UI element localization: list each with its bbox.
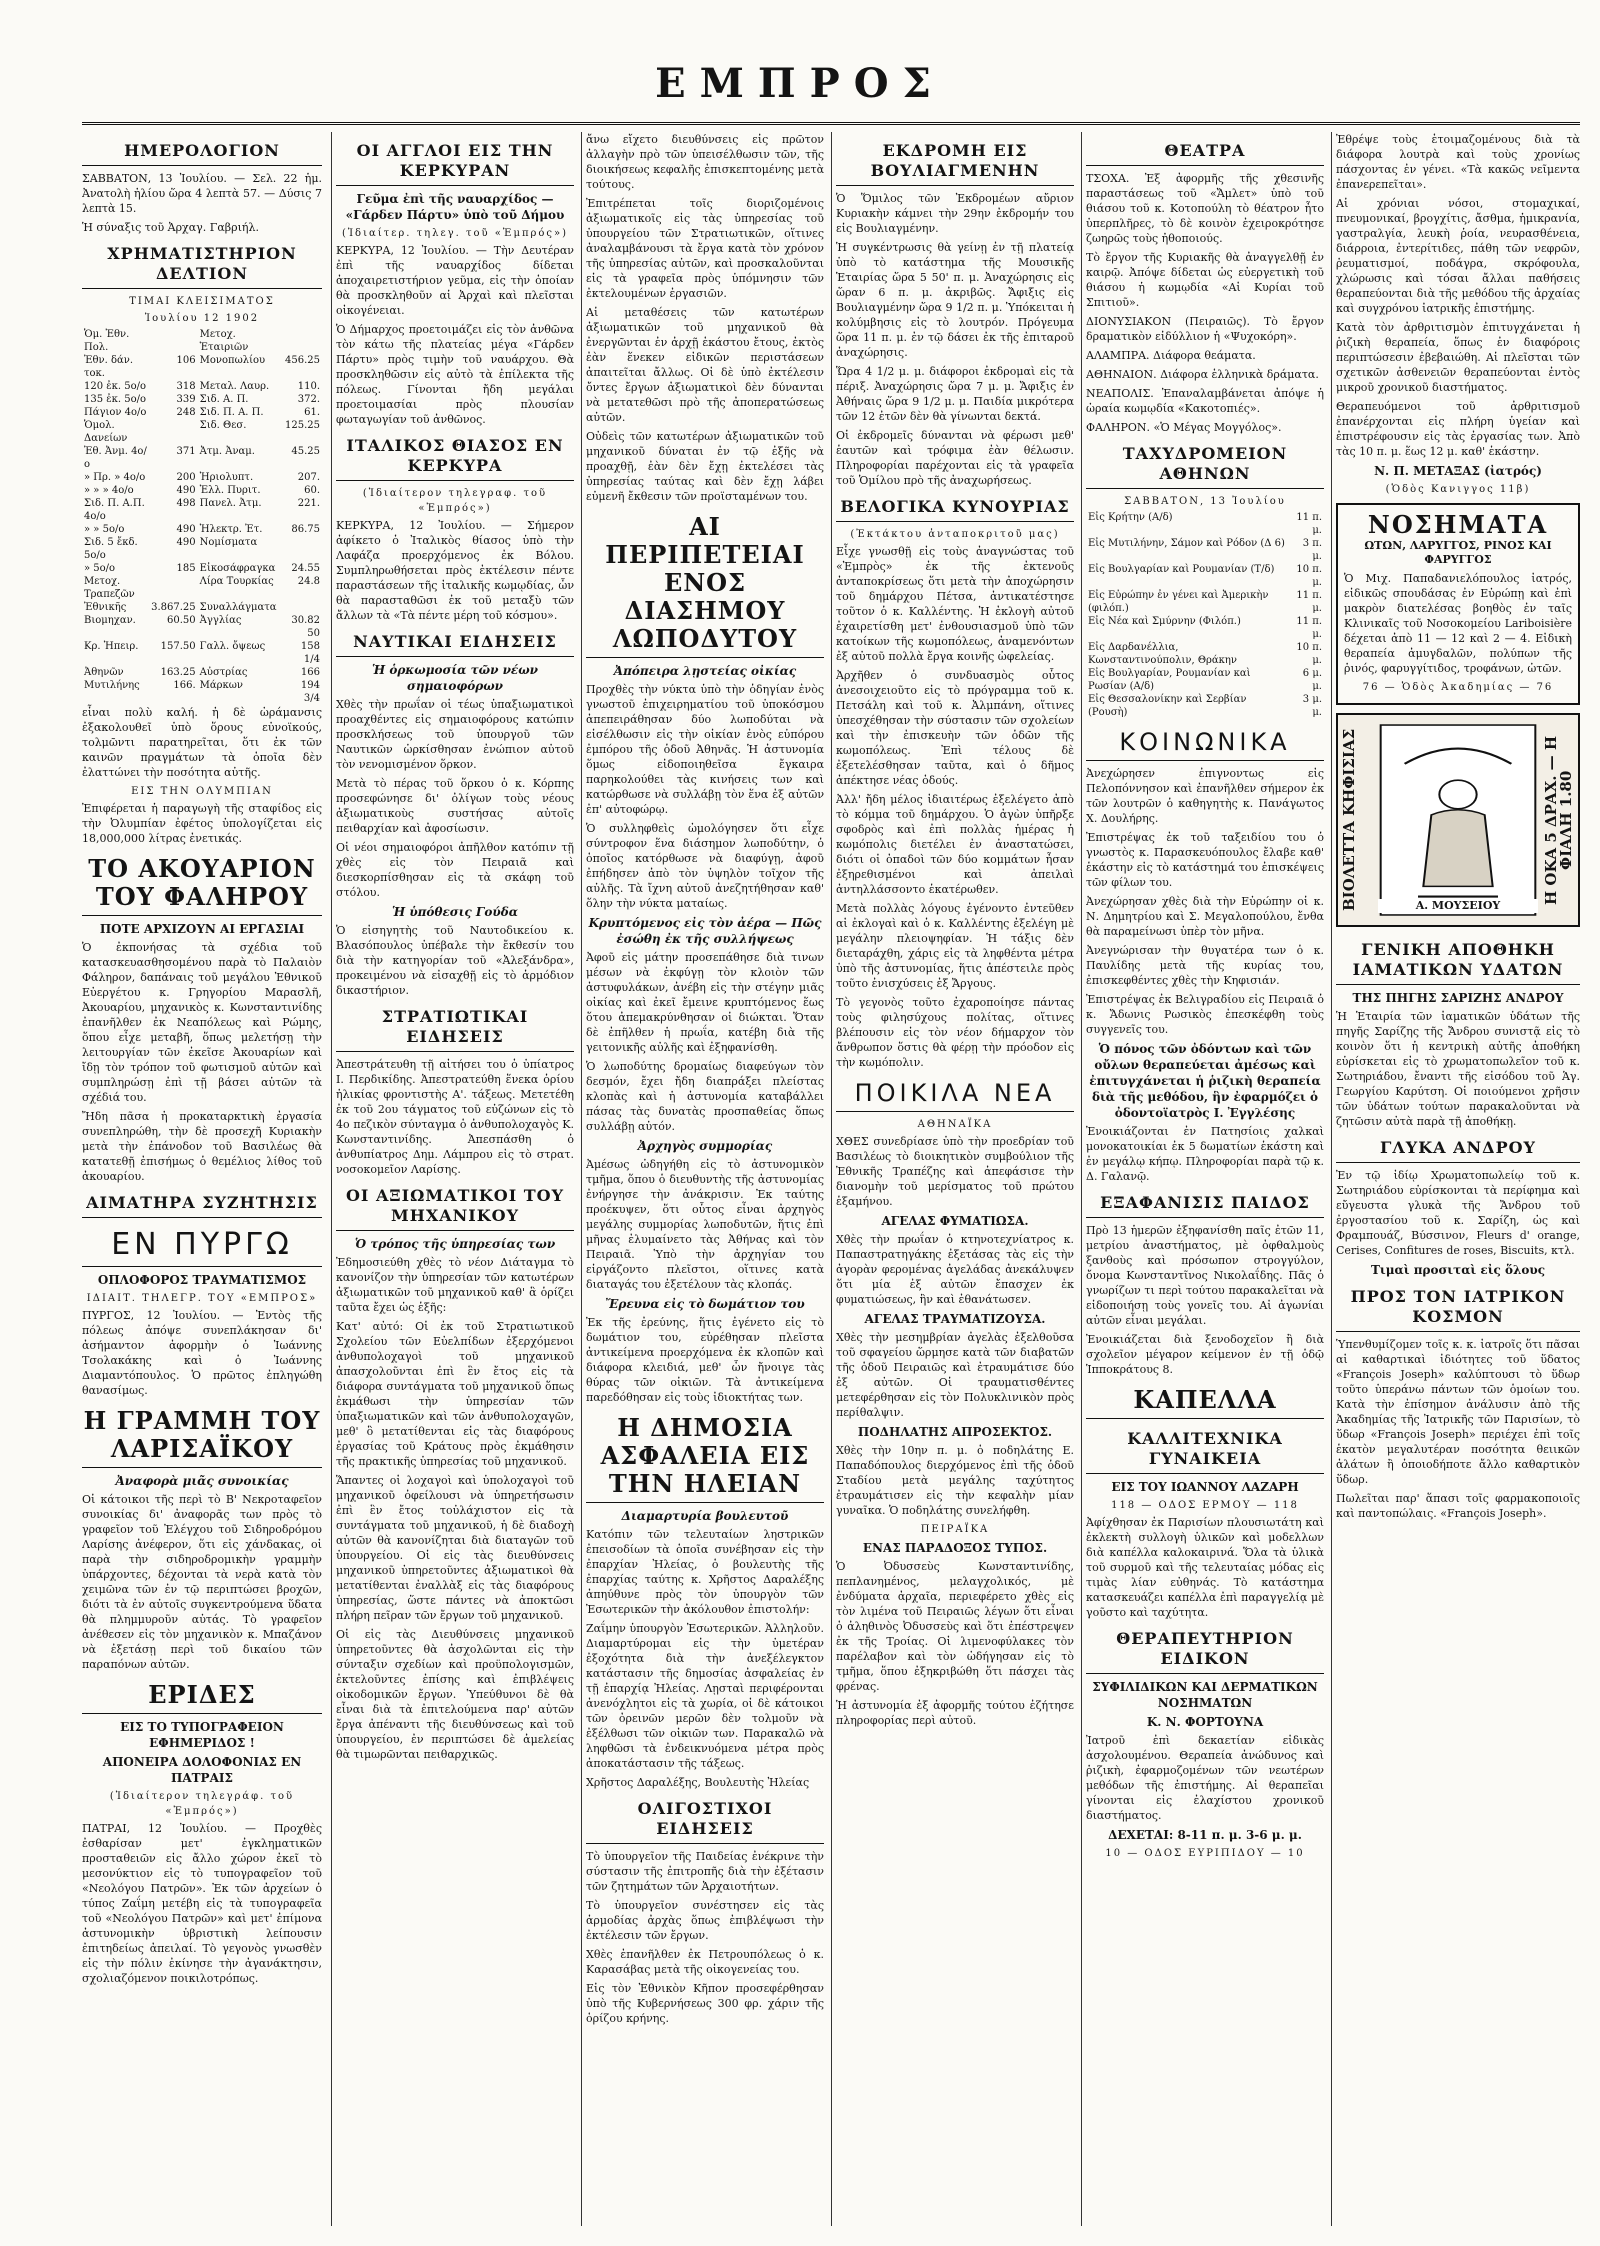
table-row xyxy=(82,328,322,354)
article-headline: ΟΙ ΑΓΓΛΟΙ ΕΙΣ ΤΗΝ ΚΕΡΚΥΡΑΝ xyxy=(336,136,574,186)
table-cell: Εἰς Νέα καὶ Σμύρνην (Φιλόπ.) xyxy=(1088,616,1241,627)
article-subheading: Ἀρχηγὸς συμμορίας xyxy=(637,1139,773,1153)
article-subheading: ΑΓΕΛΑΣ ΤΡΑΥΜΑΤΙΖΟΥΣΑ. xyxy=(864,1312,1046,1326)
article-paragraph: Ἡ Ἑταιρία τῶν ἰαματικῶν ὑδάτων τῆς πηγῆς Σαρίζης τῆς Ἄνδρου συνιστᾷ εἰς τὸ κοινὸν ὅτι ἡ κεντρικὴ αὐτῆς ἀποθήκη εὑρίσκεται εἰς τὸ χρωματοπωλεῖον τοῦ κ. Σωτηριάδου, ἔναντι τῆς εἰσόδου τοῦ Ἁγ. Γεωργίου Καρύτση. Οἱ ποιούμενοι χρῆσιν τῶν ὑδάτων τούτων παρακαλοῦνται νὰ ζητῶσιν αὐτὰ παρὰ τῇ ἀποθήκῃ. xyxy=(1336,1010,1580,1128)
article-headline: ΙΤΑΛΙΚΟΣ ΘΙΑΣΟΣ ΕΝ ΚΕΡΚΥΡΑ xyxy=(336,431,574,481)
article-headline: ΤΟ ΑΚΟΥΑΡΙΟΝ ΤΟΥ ΦΑΛΗΡΟΥ xyxy=(82,850,322,916)
table-row xyxy=(82,393,322,406)
table-row xyxy=(1086,667,1324,693)
article-paragraph: ΑΛΑΜΠΡΑ. Διάφορα θεάματα. xyxy=(1086,349,1256,362)
ad-address: 76 — Ὁδὸς Ἀκαδημίας — 76 xyxy=(1362,682,1554,693)
table-cell: Σιδ. Α. Π. xyxy=(199,394,249,405)
article-subheading: Ἀναφορὰ μιᾶς συνοικίας xyxy=(115,1474,289,1488)
illustration-art xyxy=(1378,723,1538,917)
table-row xyxy=(82,523,322,536)
article-paragraph: Χθὲς τὴν πρωΐαν οἱ τέως ὑπαξιωματικοὶ προαχθέντες εἰς σημαιοφόρους κατώπιν προσκλήσεως τοῦ ὑπουργοῦ τῶν Ναυτικῶν ὡρκίσθησαν ἐνώπιον αὐτοῦ τὸν νενομισμένον ὅρκον. xyxy=(336,698,574,771)
article-subheading: Ἔρευνα εἰς τὸ δωμάτιον του xyxy=(605,1297,805,1311)
article-paragraph: Ὁ Ὅμιλος τῶν Ἐκδρομέων αὔριον Κυριακὴν κάμνει τὴν 29ην ἐκδρομήν του εἰς Βουλιαγμένην. xyxy=(836,192,1074,235)
table-cell: 490 xyxy=(176,537,196,548)
article-headline: ΣΤΡΑΤΙΩΤΙΚΑΙ ΕΙΔΗΣΕΙΣ xyxy=(336,1002,574,1052)
table-row xyxy=(82,471,322,484)
advertisement-illustration xyxy=(1336,713,1580,927)
article-paragraph: Τὸ ὑπουργεῖον συνέστησεν εἰς τὰς ἁρμοδίας ἀρχὰς ὅπως ἐπιβλέψωσι τὴν ἐκτέλεσιν τῶν ἔργων. xyxy=(586,1899,824,1942)
article-paragraph: Τὸ γεγονὸς τοῦτο ἐχαροποίησε πάντας τοὺς φιλησύχους πολίτας, οἵτινες βλέπουσιν εἰς τὸν νέον δήμαρχον τὸν ἄνθρωπον ὅστις θὰ φέρῃ τὴν πρόοδον εἰς τὴν κωμόπολιν. xyxy=(836,996,1074,1069)
article-paragraph: Κατὰ τὸν ἀρθριτισμὸν ἐπιτυγχάνεται ἡ ῥιζικὴ θεραπεία, ὅπως ἐν διαφόροις περιπτώσεσιν ἐβεβαιώθη. Αἱ πλεῖσται τῶν σχετικῶν ἀσθενειῶν θεραπεύονται ἐντὸς μικροῦ χρονικοῦ διαστήματος. xyxy=(1336,321,1580,394)
article-subheading: Ἡ ὑπόθεσις Γούδα xyxy=(392,905,518,919)
table-cell: Συναλλάγματα xyxy=(199,602,277,613)
table-row xyxy=(1086,641,1324,667)
table-cell xyxy=(149,419,198,445)
article-headline: ΘΕΡΑΠΕΥΤΗΡΙΟΝ ΕΙΔΙΚΟΝ xyxy=(1086,1624,1324,1674)
article-paragraph: Ἐν τῷ ἰδίῳ Χρωματοπωλείῳ τοῦ κ. Σωτηριάδου εὑρίσκονται τὰ περίφημα καὶ εὔγευστα γλυκὰ τῆς Ἄνδρου τοῦ ἐργοστασίου τοῦ κ. Σαρίζη, ὡς καὶ Φραμπουάζ, Βύσσινον, Fleurs d' orange, Cerises, Confitures de roses, Biscuits, κτλ. xyxy=(1336,1169,1580,1257)
table-cell: 166 xyxy=(300,667,320,678)
table-row xyxy=(82,575,322,601)
article-subheading: ΣΥΦΙΛΙΔΙΚΩΝ ΚΑΙ ΔΕΡΜΑΤΙΚΩΝ ΝΟΣΗΜΑΤΩΝ xyxy=(1092,1680,1318,1710)
table-cell: 207. xyxy=(297,472,320,483)
article-subheading: ΤΗΣ ΠΗΓΗΣ ΣΑΡΙΖΗΣ ΑΝΔΡΟΥ xyxy=(1352,991,1564,1005)
table-row xyxy=(1086,615,1324,641)
article-headline: Η ΓΡΑΜΜΗ ΤΟΥ ΛΑΡΙΣΑΪΚΟΥ xyxy=(82,1402,322,1468)
article-paragraph: ΣΑΒΒΑΤΟΝ, 13 Ἰουλίου. — Σελ. 22 ἡμ. Ἀνατολὴ ἡλίου ὥρα 4 λεπτὰ 57. — Δύσις 7 λεπτὰ 15. xyxy=(82,172,322,215)
article-subheading: ΕΙΣ ΤΟΥ ΙΩΑΝΝΟΥ ΛΑΖΑΡΗ xyxy=(1111,1480,1299,1494)
table-cell: 339 xyxy=(176,394,196,405)
article-subheading: ΕΝΑΣ ΠΑΡΑΔΟΞΟΣ ΤΥΠΟΣ. xyxy=(862,1541,1048,1555)
ad-side-label: ΒΙΟΛΕΤΤΑ ΚΗΦΙΣΙΑΣ xyxy=(1340,728,1358,912)
table-row xyxy=(82,679,322,705)
table-cell: Κρ. Ἠπειρ. xyxy=(84,641,139,652)
article-subheading: Γεῦμα ἐπὶ τῆς ναυαρχίδος — «Γάρδεν Πάρτυ» ὑπὸ τοῦ Δήμου xyxy=(345,192,565,222)
table-cell: 11 π. μ. xyxy=(1296,616,1322,640)
article-paragraph: ΦΑΛΗΡΟΝ. «Ὁ Μέγας Μογγόλος». xyxy=(1086,421,1282,434)
article-headline: ΠΟΙΚΙΛΑ ΝΕΑ xyxy=(836,1074,1074,1112)
article-paragraph: Χθὲς τὴν μεσημβρίαν ἀγελὰς ἐξελθοῦσα τοῦ σφαγείου ὥρμησε κατὰ τῶν διαβατῶν τῆς ὁδοῦ Πειραιῶς καὶ ἐτραυμάτισε δύο ἐξ αὐτῶν. Οἱ τραυματισθέντες μετεφέρθησαν εἰς τὸν Πολυκλινικὸν πρὸς περίθαλψιν. xyxy=(836,1331,1074,1419)
article-paragraph: Ἐνοικιάζεται διὰ ξενοδοχεῖον ἢ διὰ σχολεῖον μέγαρον κείμενον ἐν τῇ ὁδῷ Ἱπποκράτους 8. xyxy=(1086,1333,1324,1376)
article-dateline: ΤΙΜΑΙ ΚΛΕΙΣΙΜΑΤΟΣ xyxy=(129,296,275,307)
article-paragraph: Χθὲς τὴν πρωΐαν ὁ κτηνοτεχνίατρος κ. Παπαστρατηγάκης ἐξετάσας τὰς εἰς τὴν ἀγορὰν φερομένας ἀγελάδας ἀνεκάλυψεν ὅτι μία ἐξ αὐτῶν ἔπασχεν ἐκ φυματιώσεως, ἣν καὶ ἐθανάτωσεν. xyxy=(836,1233,1074,1306)
article-paragraph: Ἀνεχώρησεν ἐπιγνοντως εἰς Πελοπόννησον καὶ ἐπανῆλθεν σήμερον ἐκ τῶν λουτρῶν ὁ καθηγητὴς κ. Πανάγωτος Χ. Δουλήρης. xyxy=(1086,767,1324,825)
column-2 xyxy=(336,132,574,2226)
article-paragraph: ΑΘΗΝΑΙΟΝ. Διάφορα ἑλληνικὰ δράματα. xyxy=(1086,368,1319,381)
ad-subtitle: ΩΤΩΝ, ΛΑΡΥΓΓΟΣ, ΡΙΝΟΣ ΚΑΙ ΦΑΡΥΓΓΟΣ xyxy=(1364,539,1552,566)
table-cell: 11 π. μ. xyxy=(1296,512,1322,536)
article-paragraph: Θεραπευόμενοι τοῦ ἀρθριτισμοῦ ἐπανέρχονται εἰς πλήρη ὑγείαν καὶ ἐπιστρέφουσιν εἰς τὰς ἐργασίας των. Ἀπὸ τὰς 10 π. μ. ἕως 12 μ. καθ' ἑκάστην. xyxy=(1336,400,1580,458)
article-subheading: ΟΠΛΟΦΟΡΟΣ ΤΡΑΥΜΑΤΙΣΜΟΣ xyxy=(97,1273,307,1287)
article-paragraph: Χθὲς τὴν 10ην π. μ. ὁ ποδηλάτης Ε. Παπαδόπουλος διερχόμενος ἐπὶ τῆς ὁδοῦ Σταδίου μετὰ μεγάλης ταχύτητος ἐτραυμάτισεν εἰς τὴν κεφαλὴν μίαν γυναῖκα. Ὁ ποδηλάτης συνελήφθη. xyxy=(836,1444,1074,1517)
column-1 xyxy=(82,132,322,2226)
article-headline: ΗΜΕΡΟΛΟΓΙΟΝ xyxy=(82,136,322,166)
table-cell: 166. xyxy=(173,680,196,691)
table-row xyxy=(82,666,322,679)
article-subheading: Ἀπόπειρα λῃστείας οἰκίας xyxy=(613,664,797,678)
table-cell: Ἐθν. δάν. τοκ. xyxy=(84,355,134,379)
table-cell: 30.82 50 xyxy=(291,615,320,639)
table-cell: 163.25 xyxy=(160,667,196,678)
table-cell: Μάρκων xyxy=(199,680,243,691)
article-headline: ΧΡΗΜΑΤΙΣΤΗΡΙΟΝ ΔΕΛΤΙΟΝ xyxy=(82,239,322,289)
table-cell: Αὐστρίας xyxy=(199,667,248,678)
table-cell: 371 xyxy=(176,446,196,457)
article-paragraph: Πωλεῖται παρ' ἅπασι τοῖς φαρμακοποιοῖς καὶ παντοπώλαις. «François Joseph». xyxy=(1336,1492,1580,1520)
article-subheading: Διαμαρτυρία βουλευτοῦ xyxy=(621,1509,789,1523)
article-dateline: ΕΙΣ ΤΗΝ ΟΛΥΜΠΙΑΝ xyxy=(131,786,273,797)
article-paragraph: Ὁ Δήμαρχος προετοιμάζει εἰς τὸν ἀνθῶνα τὸν κάτω τῆς πλατείας μέγα «Γάρδεν Πάρτυ» πρὸς τιμὴν τοῦ ναυάρχου. Θὰ προσκληθῶσιν εἰς αὐτὸ τὰ ἐπίλεκτα τῆς πόλεως. Γίνονται ἤδη μεγάλαι προετοιμασίαι πρὸς πλουσίαν φωταγωγίαν τοῦ ἀνθῶνος. xyxy=(336,323,574,426)
article-paragraph: ΝΕΑΠΟΛΙΣ. Ἐπαναλαμβάνεται ἀπόψε ἡ ὡραία κωμῳδία «Κακοτοπιές». xyxy=(1086,387,1324,415)
article-paragraph: Ἀνεγνώρισαν τὴν θυγατέρα των ὁ κ. Παυλίδης μετὰ τῆς κυρίας του, ἐπισκεφθέντες χθὲς τὴν Κηφισιάν. xyxy=(1086,944,1324,987)
table-cell: Σιδ. 5 ἔκδ. 5ο/ο xyxy=(84,537,138,561)
table-cell: 372. xyxy=(297,394,320,405)
table-cell: Λίρα Τουρκίας xyxy=(199,576,274,587)
article-paragraph: Μετὰ πολλὰς λόγους ἐγένοντο ἐντεῦθεν αἱ ἐκλογαὶ καὶ ὁ κ. Καλλέντης ἐξελέγη μὲ μεγάλην πλειοψηφίαν. Ἡ τάξις δὲν διεταράχθη, χάρις εἰς τὰ ληφθέντα μέτρα ὑπὸ τῆς ἀστυνομίας, ἥτις ἀπέστειλε πρὸς τοῦτο ἐνισχύσεις ἐξ Ἄργους. xyxy=(836,902,1074,990)
article-headline: ΕΞΑΦΑΝΙΣΙΣ ΠΑΙΔΟΣ xyxy=(1086,1188,1324,1218)
ad-text: Ὁ Μιχ. Παπαδανιελόπουλος ἰατρός, εἰδικῶς σπουδάσας ἐν Εὐρώπῃ καὶ ἐπὶ μακρὸν διατελέσας βοηθὸς ἐν ταῖς Κλινικαῖς τοῦ Νοσοκομείου Lariboisière δέχεται ἀπὸ 11 — 12 καὶ 2 — 4. Εἰδικὴ θεραπεία ἀμυγδαλῶν, πολύπων τῆς ῥινός, φαρυγγίτιδος, τροφάνων, ὠτῶν. xyxy=(1344,572,1572,675)
article-headline: ΓΛΥΚΑ ΑΝΔΡΟΥ xyxy=(1336,1133,1580,1163)
article-headline: ΚΑΛΛΙΤΕΧΝΙΚΑ ΓΥΝΑΙΚΕΙΑ xyxy=(1086,1424,1324,1474)
table-row xyxy=(82,497,322,523)
table-cell: Εἰς Μυτιλήνην, Σάμον καὶ Ρόδον (Δ 6) xyxy=(1088,538,1285,549)
table-cell xyxy=(149,328,198,354)
table-cell: » 5ο/ο xyxy=(84,563,116,574)
table-row xyxy=(1086,537,1324,563)
ad-caption: Α. ΜΟΥΣΕΙΟΥ xyxy=(1378,899,1538,913)
table-row xyxy=(82,484,322,497)
table-cell: 110. xyxy=(297,381,320,392)
table-cell xyxy=(281,328,322,354)
article-subheading: ΠΟΤΕ ΑΡΧΙΖΟΥΝ ΑΙ ΕΡΓΑΣΙΑΙ xyxy=(99,922,305,936)
listing-table xyxy=(1086,511,1324,719)
table-cell: 194 3/4 xyxy=(300,680,320,704)
columns xyxy=(82,132,1580,2226)
article-paragraph: Κατ' αὐτό: Οἱ ἐκ τοῦ Στρατιωτικοῦ Σχολείου τῶν Εὐελπίδων ἐξερχόμενοι ἀνθυπολοχαγοὶ τοῦ μηχανικοῦ ἀπασχολοῦνται ἐπὶ ἓν ἔτος εἰς τὰ διάφορα συντάγματα τοῦ μηχανικοῦ ὅπως ἐκμάθωσι τὴν ὑπηρεσίαν τῶν ὑπαξιωματικῶν καὶ τῶν ἀνθυπολοχαγῶν, μεθ' ὃ μετατίθενται εἰς τὰς διαφόρους ἐργασίας τοῦ Κράτους πρὸς ἐκμάθησιν τῆς πρακτικῆς ὑπηρεσίας τοῦ μηχανικοῦ. xyxy=(336,1320,574,1468)
article-paragraph: Ἐδημοσιεύθη χθὲς τὸ νέον Διάταγμα τὸ κανονίζον τὴν ὑπηρεσίαν τῶν κατωτέρων ἀξιωματικῶν τοῦ μηχανικοῦ καθ' ἃ ὁρίζει ταῦτα ἔχει ὡς ἑξῆς: xyxy=(336,1256,574,1314)
table-cell: 157.50 xyxy=(160,641,196,652)
table-cell: Μονοπωλίου xyxy=(199,355,266,366)
table-cell: Μυτιλήνης xyxy=(84,680,140,691)
table-cell: 498 xyxy=(176,498,196,509)
table-cell: Ἀγγλίας xyxy=(199,615,242,626)
table-cell: 11 π. μ. xyxy=(1296,590,1322,614)
table-row xyxy=(82,640,322,666)
listing-table xyxy=(82,328,322,705)
article-paragraph: Ἅπαντες οἱ λοχαγοὶ καὶ ὑπολοχαγοὶ τοῦ μηχανικοῦ ὀφείλουσι νὰ ὑπηρετήσωσιν ἐπὶ ἓν ἔτος τοὐλάχιστον εἰς τὰ συντάγματα τοῦ μηχανικοῦ, ἡ δὲ διαδοχὴ αὐτῶν θὰ κανονίζηται διὰ διαταγῶν τοῦ ὑπουργείου. Οἱ εἰς τὰς διευθύνσεις μηχανικοῦ ὑπηρετοῦντες ἀξιωματικοὶ θὰ μετατίθενται ἐναλλὰξ εἰς τὰς διαφόρους ὑπηρεσίας, ὥστε πάντες νὰ ἀποκτῶσι πλήρη πεῖραν τῶν ἔργων τοῦ μηχανικοῦ. xyxy=(336,1474,574,1622)
table-cell: Πανελ. Ἀτμ. xyxy=(199,498,262,509)
masthead xyxy=(0,0,1600,130)
article-headline: ΠΡΟΣ ΤΟΝ ΙΑΤΡΙΚΟΝ ΚΟΣΜΟΝ xyxy=(1336,1282,1580,1332)
article-paragraph: Οἱ κάτοικοι τῆς περὶ τὸ Β' Νεκροταφεῖον συνοικίας δι' ἀναφορᾶς των πρὸς τὸ γραφεῖον τοῦ Ἐλέγχου τοῦ Σιδηροδρόμου Λαρίσης ἀνέφερον, ὅτι εἰς χάνδακας, οἱ παρὰ τὴν σιδηροδρομικὴν γραμμὴν ὑπάρχοντες, δέχονται τὰ νερὰ κατὰ τὸν χειμῶνα τῶν ἐν τῷ περιπτώσει βροχῶν, διότι τὰ ἐν αὐτοῖς συγκεντρούμενα ὕδατα θὰ πλημμυροῦν αὐτάς. Τὸ γραφεῖον ἀνέθεσεν εἰς τὸν μηχανικὸν κ. Μπαζάνον νὰ ἐξετάσῃ περὶ τοῦ δικαίου τῶν παραπόνων αὐτῶν. xyxy=(82,1493,322,1671)
table-cell: Πάγιον 4ο/ο xyxy=(84,407,147,418)
article-paragraph: Ἀμέσως ὡδηγήθη εἰς τὸ ἀστυνομικὸν τμῆμα, ὅπου ὁ διευθυντὴς τῆς ἀστυνομίας ἐνήργησε τὴν ἀνάκρισιν. Ἐκ ταύτης προέκυψεν, ὅτι οὗτος εἶναι ἀρχηγὸς μεγάλης συμμορίας λωποδυτῶν, ἥτις ἐπὶ μῆνας ἐλυμαίνετο τὰς Ἀθήνας καὶ τὸν Πειραιᾶ. Ὑπὸ τὴν ἀρχηγίαν του εἰργάζοντο πλεῖστοι, οἵτινες κατὰ διαταγάς του ἐξετέλουν τὰς κλοπάς. xyxy=(586,1158,824,1291)
woman-figure-illustration xyxy=(1378,723,1538,917)
table-cell: 120 ἐκ. 5ο/ο xyxy=(84,381,147,392)
table-cell: Εἰς Θεσσαλονίκην καὶ Σερβίαν (Ρουσὴ) xyxy=(1088,694,1247,718)
article-paragraph: Οἱ εἰς τὰς Διευθύνσεις μηχανικοῦ ὑπηρετοῦντες θὰ ἀσχολῶνται εἰς τὴν σύνταξιν σχεδίων καὶ προϋπολογισμῶν, ἐκτελοῦντες ἐπίσης καὶ ἐπιβλέψεις οἰκοδομικῶν ἔργων. Ὑπεύθυνοι δὲ θὰ εἶναι διὰ τὰ ἐπιτελούμενα παρ' αὐτῶν ἔργα ἀπέναντι τῆς διευθύνσεως καὶ τοῦ ὑπουργείου, ἐν περιπτώσει δὲ ἀμελείας θὰ τιμωρῶνται πειθαρχικῶς. xyxy=(336,1628,574,1761)
article-subheading: ΠΟΔΗΛΑΤΗΣ ΑΠΡΟΣΕΚΤΟΣ. xyxy=(857,1425,1053,1439)
table-cell: 125.25 xyxy=(285,420,320,431)
table-cell xyxy=(281,601,322,614)
table-cell: Ἐλλ. Πυριτ. xyxy=(199,485,261,496)
table-row xyxy=(1086,563,1324,589)
table-cell: 3.867.25 xyxy=(151,602,196,613)
table-row xyxy=(82,406,322,419)
table-cell: Μετοχ. Τραπεζῶν xyxy=(84,576,135,600)
article-headline: ΟΙ ΑΞΙΩΜΑΤΙΚΟΙ ΤΟΥ ΜΗΧΑΝΙΚΟΥ xyxy=(336,1181,574,1231)
article-paragraph: Χρῆστος Δαραλέξης, Βουλευτὴς Ἠλείας xyxy=(586,1776,810,1789)
article-paragraph: Ὁ συλληφθεὶς ὠμολόγησεν ὅτι εἶχε σύντροφον ἕνα διάσημον λωποδύτην, ὁ ὁποῖος κατόρθωσε νὰ διαφύγῃ, ἀφοῦ ἐπήδησεν ἀπὸ τὸν ὑψηλὸν τοῖχον τῆς αὐλῆς. Τὰ ἴχνη αὐτοῦ ἀνεζητήθησαν καθ' ὅλην τὴν νύκτα ματαίως. xyxy=(586,822,824,910)
table-cell: 456.25 xyxy=(285,355,320,366)
article-paragraph: Προχθὲς τὴν νύκτα ὑπὸ τὴν ὁδηγίαν ἐνὸς γνωστοῦ ἐπιχειρηματίου τοῦ ὑποκόσμου ἀπεπειράθησαν δύο λωποδύται νὰ εἰσέλθωσιν εἰς τὴν οἰκίαν ἐνὸς εὐπόρου ἐμπόρου τῆς ὁδοῦ Ἀθηνᾶς. Ἡ ἀστυνομία ὅμως εἰδοποιηθεῖσα ἔγκαιρα παρηκολούθει τὰς κινήσεις των καὶ κατώρθωσε νὰ συλλάβῃ τὸν ἕνα ἐξ αὐτῶν ἐπ' αὐτοφώρῳ. xyxy=(586,683,824,816)
table-row xyxy=(1086,589,1324,615)
table-cell: 86.75 xyxy=(291,524,320,535)
table-row xyxy=(82,601,322,614)
article-subheading: Ν. Π. ΜΕΤΑΞΑΣ (ἰατρός) xyxy=(1374,464,1542,478)
table-cell: 135 ἐκ. 5ο/ο xyxy=(84,394,147,405)
column-4 xyxy=(836,132,1074,2226)
article-headline: ΘΕΑΤΡΑ xyxy=(1086,136,1324,166)
newspaper-title: ΕΜΠΡΟΣ xyxy=(655,60,945,107)
table-cell: Εἰς Βουλγαρίαν καὶ Ρουμανίαν (Τ/δ) xyxy=(1088,564,1275,575)
article-paragraph: Εἰς τὸν Ἐθνικὸν Κῆπον προσεφέρθησαν ὑπὸ τῆς Κυβερνήσεως 300 φρ. χάριν τῆς ὁρίζου κρήνης. xyxy=(586,1982,824,2025)
article-paragraph: ΤΣΟΧΑ. Ἐξ ἀφορμῆς τῆς χθεσινῆς παραστάσεως τοῦ «Ἄμλετ» ὑπὸ τοῦ θιάσου τοῦ κ. Κοτοπούλη τὸ θέατρον ἦτο ὑπερπλῆρες, τὸ δὲ κοινὸν ἐχειροκρότησε ζωηρῶς τοὺς ἠθοποιούς. xyxy=(1086,172,1324,245)
table-cell: Σιδ. Θεσ. xyxy=(199,420,247,431)
article-paragraph: Τὸ ἔργον τῆς Κυριακῆς θὰ ἀναγγελθῇ ἐν καιρῷ. Ἀπόψε δίδεται ὡς εὐεργετικὴ τοῦ θιάσου ἡ κωμῳδία «Αἱ Κυρίαι τοῦ Σπιτιοῦ». xyxy=(1086,251,1324,309)
table-row xyxy=(82,536,322,562)
table-cell: 248 xyxy=(176,407,196,418)
column-5 xyxy=(1086,132,1324,2226)
advertisement-box xyxy=(1336,503,1580,705)
table-cell: 60. xyxy=(304,485,320,496)
table-cell: 10 π. μ. xyxy=(1296,642,1322,666)
table-cell xyxy=(281,536,322,562)
table-cell: 318 xyxy=(176,381,196,392)
article-subheading: Τιμαὶ προσιταὶ εἰς ὅλους xyxy=(1370,1263,1546,1277)
table-cell: 10 π. μ. xyxy=(1296,564,1322,588)
table-cell: 3 μ. μ. xyxy=(1302,694,1322,718)
article-paragraph: Οὐδεὶς τῶν κατωτέρων ἀξιωματικῶν τοῦ μηχανικοῦ δύναται ἐν τῷ ἐξῆς νὰ προαχθῇ, ἐὰν δὲν ἔχῃ ἐκτελέσει τὰς ὑπηρεσίας ταύτας καὶ δὲν ἔχῃ λάβει εὐμενῆ ἔκθεσιν τῶν προϊσταμένων του. xyxy=(586,430,824,503)
table-cell: 61. xyxy=(304,407,320,418)
article-headline: ΤΑΧΥΔΡΟΜΕΙΟΝ ΑΘΗΝΩΝ xyxy=(1086,439,1324,489)
article-paragraph: Ἀφοῦ εἰς μάτην προσεπάθησε διὰ τινων μέσων νὰ ἐκφύγῃ τὸν κλοιὸν τῶν ἀστυφυλάκων, ἀνέβη εἰς τὴν στέγην μιᾶς οἰκίας καὶ ἐκεῖ ἔμεινε κρυπτόμενος ἕως ὅτου ἀπεμακρύνθησαν οἱ διώκται. Ὅταν δὲ ἐπῆλθεν ἡ πρωΐα, κατέβη διὰ τῆς γειτονικῆς αὐλῆς καὶ ἐξηφανίσθη. xyxy=(586,951,824,1054)
article-subheading: Ὁ πόνος τῶν ὀδόντων καὶ τῶν οὔλων θεραπεύεται ἀμέσως καὶ ἐπιτυγχάνεται ἡ ῥιζικὴ θεραπεία διὰ τῆς μεθόδου, ἣν ἐφαρμόζει ὁ ὀδοντοϊατρὸς Ι. Ἐγγλέσης xyxy=(1089,1042,1321,1120)
article-paragraph: Ὥρα 4 1/2 μ. μ. διάφοροι ἐκδρομαὶ εἰς τὰ πέριξ. Ἀναχώρησις ὥρα 7 μ. μ. Ἄφιξις ἐν Ἀθήναις ὥρα 9 1/2 μ. μ. Παιδία μικρότερα τῶν 12 ἐτῶν δὲν θὰ γίνωνται δεκτά. xyxy=(836,365,1074,423)
article-paragraph: ΧΘΕΣ συνεδρίασε ὑπὸ τὴν προεδρίαν τοῦ Βασιλέως τὸ διοικητικὸν συμβούλιον τῆς Ἐθνικῆς Τραπέζης καὶ ἀπεφάσισε τὴν διανομὴν τοῦ μερίσματος τοῦ πρώτου ἑξαμήνου. xyxy=(836,1135,1074,1208)
article-dateline: 10 — ΟΔΟΣ ΕΥΡΙΠΙΔΟΥ — 10 xyxy=(1105,1848,1305,1859)
table-cell: Ὁμολ. Δανείων xyxy=(84,420,128,444)
table-row xyxy=(82,380,322,393)
article-paragraph: Ὁ εἰσηγητὴς τοῦ Ναυτοδικείου κ. Βλασόπουλος ὑπέβαλε τὴν ἔκθεσίν του διὰ τὴν κατηγορίαν τοῦ «Ἀλεξάνδρα», προκειμένου νὰ εἰσαχθῇ εἰς τὸ ἁρμόδιον δικαστήριον. xyxy=(336,924,574,997)
table-cell: Εἰς Κρήτην (Α/δ) xyxy=(1088,512,1173,523)
table-cell: Ἐθ. Ἀνμ. 4ο/ο xyxy=(84,446,147,470)
article-headline: ΕΚΔΡΟΜΗ ΕΙΣ ΒΟΥΛΙΑΓΜΕΝΗΝ xyxy=(836,136,1074,186)
article-dateline: (Ἰδιαίτερον τηλεγραφ. τοῦ «Ἐμπρός») xyxy=(362,488,548,514)
table-cell: 200 xyxy=(176,472,196,483)
article-subheading: ΑΓΕΛΑΣ ΦΥΜΑΤΙΩΣΑ. xyxy=(881,1214,1029,1228)
table-cell: Ἠλεκτρ. Ἐτ. xyxy=(199,524,263,535)
article-paragraph: Ζαΐμην ὑπουργὸν Ἐσωτερικῶν. Ἀλληλοῦν. Διαμαρτύρομαι εἰς τὴν ὑμετέραν ἐξοχότητα διὰ τὴν ἀνεξέλεγκτον κατάστασιν τῆς δημοσίας ἀσφαλείας ἐν τῇ ἐπαρχίᾳ Ἠλείας. Λῃσταὶ περιφέρονται ἀνενόχλητοι εἰς τὰ χωρία, οἱ δὲ κάτοικοι τῶν ὀρεινῶν μερῶν δὲν τολμοῦν νὰ ἐξέλθωσι τῶν οἰκιῶν των. Παρακαλῶ νὰ ληφθῶσι τὰ ἐνδεικνυόμενα μέτρα πρὸς ἀποκατάστασιν τῆς τάξεως. xyxy=(586,1622,824,1770)
article-paragraph: ΠΑΤΡΑΙ, 12 Ἰουλίου. — Προχθὲς ἐσθαρίσαν μετ' ἐγκληματικῶν προσταθειῶν εἰς ἄλλο χώρον ἐκεῖ τὸ μεσονύκτιον εἰς τὸ τυπογραφεῖον τοῦ «Νεολόγου Πατρῶν». Ἐκ τῶν ἀρχείων ὁ τύπος Ζαΐμη μετέβη εἰς τὰ τυπογραφεῖα τοῦ «Νεολόγου Πατρῶν» καὶ μετ' ἐπίμονα ἀστυνομικὴν ὑβριστικὴ λείπουσιν ἐπιτηδείως ἀπειλαί. Τὸ γεγονὸς γνωσθὲν εἰς τὴν πόλιν ἐκίνησε τὴν ἀγανάκτησιν, σχολιαζόμενον ποικιλοτρόπως. xyxy=(82,1822,322,1985)
article-dateline: 118 — ΟΔΟΣ ΕΡΜΟΥ — 118 xyxy=(1111,1500,1299,1511)
article-dateline: (Ἰδιαίτερον τηλεγράφ. τοῦ «Ἐμπρός») xyxy=(109,1791,295,1817)
table-row xyxy=(82,562,322,575)
table-cell xyxy=(149,575,198,601)
article-subheading: Κ. Ν. ΦΟΡΤΟΥΝΑ xyxy=(1146,1715,1264,1729)
article-paragraph: Ὁ λωποδύτης δρομαίως διαφεύγων τὸν δεσμόν, ἔχει ἤδη διαπράξει πλείστας κλοπὰς καὶ ἡ ἀστυνομία καταβάλλει πάσας τὰς δυνατὰς προσπαθείας ὅπως συλλάβῃ αὐτόν. xyxy=(586,1060,824,1133)
table-cell: 221. xyxy=(297,498,320,509)
article-paragraph: Ἐπιστρέψας ἐκ τοῦ ταξειδίου του ὁ γνωστὸς κ. Παρασκευόπουλος ἔλαβε καθ' ἑκάστην εἰς τὸ κατάστημά του ἐπισκέψεις τῶν φίλων του. xyxy=(1086,831,1324,889)
article-paragraph: Ἐθρέψε τοὺς ἑτοιμαζομένους διὰ τὰ διάφορα λουτρὰ καὶ τοὺς χρονίως πάσχοντας ἐν γένει. «Τὰ κακῶς νεῖμεντα ἐπανερεπεῖται». xyxy=(1336,133,1580,191)
article-paragraph: Ἐκ τῆς ἐρεύνης, ἥτις ἐγένετο εἰς τὸ δωμάτιον του, εὑρέθησαν πλεῖστα ἀντικείμενα προερχόμενα ἐκ κλοπῶν καὶ διάφορα κλειδιά, μεθ' ὧν ἤνοιγε τὰς θύρας τῶν οἰκιῶν. Τὰ ἀντικείμενα παρεδόθησαν εἰς τοὺς ἰδιοκτήτας των. xyxy=(586,1316,824,1404)
article-paragraph: Οἱ ἐκδρομεῖς δύνανται νὰ φέρωσι μεθ' ἑαυτῶν καὶ τρόφιμα ἐὰν θέλωσιν. Πληροφορίαι παρέχονται εἰς τὰ γραφεῖα τοῦ Ὁμίλου πρὸ τῆς ἀναχωρήσεως. xyxy=(836,429,1074,487)
article-dateline: Ἰουλίου 12 1902 xyxy=(144,313,260,324)
article-dateline: (Ἐκτάκτου ἀνταποκριτοῦ μας) xyxy=(850,529,1060,540)
article-dateline: ΙΔΙΑΙΤ. ΤΗΛΕΓΡ. ΤΟΥ «ΕΜΠΡΟΣ» xyxy=(86,1293,318,1304)
article-dateline: ΑΘΗΝΑΪΚΑ xyxy=(917,1119,993,1130)
article-paragraph: Ἐπιφέρεται ἡ παραγωγὴ τῆς σταφίδος εἰς τὴν Ὀλυμπίαν ἐφέτος ὑπολογίζεται εἰς 18,000,000 λίτρας ἐνετικάς. xyxy=(82,802,322,845)
table-cell: 24.8 xyxy=(297,576,320,587)
table-cell: 3 π. μ. xyxy=(1302,538,1322,562)
table-cell: Μετοχ. Ἑταιριῶν xyxy=(199,329,249,353)
table-cell: 106 xyxy=(176,355,196,366)
table-row xyxy=(1086,693,1324,719)
article-paragraph: Αἱ μεταθέσεις τῶν κατωτέρων ἀξιωματικῶν τοῦ μηχανικοῦ θὰ ἐνεργῶνται ἐν ἀρχῇ ἑκάστου ἔτους, ἐκτὸς ἐὰν ἕνεκεν εἰδικῶν περιστάσεων ἀπαιτεῖται ἄλλως. Οἱ δὲ ὑπὸ ἐκτέλεσιν ὄντες ἔργων ἀξιωματικοὶ δὲν δύνανται νὰ μετατεθῶσι πρὸ τῆς ἀποπερατώσεως αὐτῶν. xyxy=(586,306,824,424)
table-cell: » » 5ο/ο xyxy=(84,524,125,535)
table-cell: 490 xyxy=(176,485,196,496)
article-paragraph: Κατόπιν τῶν τελευταίων ληστρικῶν ἐπεισοδίων τὰ ὁποῖα συνέβησαν εἰς τὴν ἐπαρχίαν Ἠλείας, ὁ βουλευτὴς τῆς ἐπαρχίας ταύτης κ. Χρῆστος Δαραλέξης ἀπηύθυνε πρὸς τὸν ὑπουργὸν τῶν Ἐσωτερικῶν τὴν ἀκόλουθον ἐπιστολήν: xyxy=(586,1528,824,1616)
table-cell: Βιομηχαν. xyxy=(84,615,136,626)
masthead-rule xyxy=(82,122,1580,125)
table-cell: Σιδ. Π. Α.Π. 4ο/ο xyxy=(84,498,145,522)
table-cell: 185 xyxy=(176,563,196,574)
table-cell: Σιδ. Π. Α. Π. xyxy=(199,407,264,418)
article-paragraph: Ἀρχῆθεν ὁ συνδυασμὸς οὗτος ἀνεσοιχειοῦτο εἰς τὸ πρόγραμμα τοῦ κ. Πετσάλη καὶ τοῦ κ. Ἀλμπάνη, οἵτινες ὑπεσχέθησαν τὴν σύστασιν τῶν σχολείων καὶ τὴν ἐπισκευὴν τῶν ὁδῶν τῆς κωμοπόλεως. Ἐπὶ τέλους δὲ ἐξετελέσθησαν ταῦτα, καὶ ὁ δῆμος ἀπέκτησε νέας ὁδούς. xyxy=(836,669,1074,787)
article-headline: ΓΕΝΙΚΗ ΑΠΟΘΗΚΗ ΙΑΜΑΤΙΚΩΝ ΥΔΑΤΩΝ xyxy=(1336,935,1580,985)
article-paragraph: Μετὰ τὸ πέρας τοῦ ὅρκου ὁ κ. Κόρπης προσεφώνησε δι' ὀλίγων τοὺς νέους ἀξιωματικοὺς συστήσας αὐτοῖς πειθαρχίαν καὶ ἀφοσίωσιν. xyxy=(336,777,574,835)
article-paragraph: Ἐπιτρέπεται τοῖς διοριζομένοις ἀξιωματικοῖς εἰς τὰς ὑπηρεσίας τοῦ ὑπουργείου τῶν Στρατιωτικῶν, οἵτινες ἀναλαμβάνουσι τὰ ἔργα κατὰ τὸν χρόνον τῆς ὑπηρεσίας αὐτῶν, καὶ προσκαλοῦνται εἰς τὰ γραφεῖα πρὸς ὑπόμνησιν τῶν ἐκτελουμένων ἐργασιῶν. xyxy=(586,197,824,300)
table-cell: Ὁμ. Ἐθν. Πολ. xyxy=(84,329,130,353)
ad-title: ΝΟΣΗΜΑΤΑ xyxy=(1367,510,1549,539)
table-cell: Γαλλ. ὄψεως xyxy=(199,641,266,652)
article-paragraph: Ἰατροῦ ἐπὶ δεκαετίαν εἰδικὰς ἀσχολουμένου. Θεραπεία ἀνώδυνος καὶ ῥιζικὴ, ἐφαρμοζομένων τῶν νεωτέρων μεθόδων τῆς ἐπιστήμης. Αἱ θεραπεῖαι γίνονται εἰς ἐλαχίστου χρονικοῦ διαστήματος. xyxy=(1086,1734,1324,1822)
article-paragraph: Αἱ χρόνιαι νόσοι, στομαχικαί, πνευμονικαί, βρογχίτις, ἄσθμα, ἡμικρανία, γαστραλγία, λευκὴ ῥοία, νευρασθένεια, διάρροια, ἐντερίτιδες, πάθη τῶν νεφρῶν, ῥευματισμοί, ποδάγρα, σκρόφουλα, χλώρωσις καὶ τόσαι ἄλλαι παθήσεις θεραπεύονται διὰ τῆς μεθόδου τῆς ἀρχαίας καὶ συγχρόνου ἰατρικῆς ἐπιστήμης. xyxy=(1336,197,1580,315)
article-subheading: ΕΙΣ ΤΟ ΤΥΠΟΓΡΑΦΕΙΟΝ ΕΦΗΜΕΡΙΔΟΣ ! xyxy=(120,1720,284,1750)
table-cell: Εἰκοσάφραγκα xyxy=(199,563,276,574)
article-paragraph: Χθὲς ἐπανῆλθεν ἐκ Πετρουπόλεως ὁ κ. Καρασάβας μετὰ τῆς οἰκογενείας του. xyxy=(586,1948,824,1976)
article-paragraph: Ἀφίχθησαν ἐκ Παρισίων πλουσιωτάτη καὶ ἐκλεκτὴ συλλογὴ ὑλικῶν καὶ μοδελλων διὰ καπέλλα καλοκαιρινά. Ὅλα τὰ ὑλικὰ τοῦ συρμοῦ καὶ τῆς τελευταίας μόδας εἰς τιμὰς λίαν εὐθηνάς. Τὸ κατάστημα κατασκευάζει καπέλλα ἐπὶ παραγγελίᾳ μὲ γοῦστο καὶ ταχύτητα. xyxy=(1086,1516,1324,1619)
table-row xyxy=(82,445,322,471)
table-cell: Ἐθνικῆς xyxy=(84,602,127,613)
article-paragraph: Οἱ νέοι σημαιοφόροι ἀπῆλθον κατόπιν τῇ χθὲς εἰς τὸν Πειραιᾶ καὶ διεσκορπίσθησαν εἰς τὰ σκάφη τοῦ στόλου. xyxy=(336,841,574,899)
article-headline: ΕΝ ΠΥΡΓΩ xyxy=(82,1223,322,1267)
ad-side-label: Η ΟΚΑ 5 ΔΡΑΧ. — Η ΦΙΑΛΗ 1.80 xyxy=(1542,735,1575,905)
article-paragraph: ΚΕΡΚΥΡΑ, 12 Ἰουλίου. — Σήμερον ἀφίκετο ὁ Ἰταλικὸς θίασος ὑπὸ τὴν Λαφάζα προερχόμενος ἐκ Βόλου. Συμπληρωθήσεται πρὸς ἐκτέλεσιν πέντε παραστάσεων τῆς ἰταλικῆς κωμῳδίας, ὧν θὰ παρασταθῶσι ἐκ τοῦ μεταξὺ τῶν ἄλλων τὰ «Τὰ πέντε μέρη τοῦ κόσμου». xyxy=(336,519,574,622)
article-paragraph: ἄνω εἴχετο διευθύνσεις εἰς πρῶτον ἀλλαγὴν πρὸ τῶν ὑπεισέλθωσιν τῶν, τῆς διοικήσεως κεφαλῆς ἐπισκεπτομένης μετὰ τούτους. xyxy=(586,133,824,191)
article-headline: ΚΟΙΝΩΝΙΚΑ xyxy=(1086,723,1324,761)
article-paragraph: Ὁ ἐκπονήσας τὰ σχέδια τοῦ κατασκευασθησομένου παρὰ τὸ Παλαιὸν Φάληρον, δαπάναις τοῦ μεγάλου Ἐθνικοῦ Εὐεργέτου κ. Γρηγορίου Μαρασλῆ, Ἀκουαρίου, μηχανικὸς κ. Κωνσταντινίδης ἐπανῆλθεν ἐκ Νεαπόλεως καὶ Ρώμης, ὅπου εἶχε μεταβῆ, ὅπως μελετήσῃ τὴν λειτουργίαν τῶν ἐκεῖσε Ἀκουαρίων καὶ ἴδῃ τὸν τρόπον τοῦ φωτισμοῦ αὐτῶν καὶ συμπληρώσῃ ἐπὶ τῇ βάσει αὐτῶν τὰ σχέδιά του. xyxy=(82,941,322,1104)
article-paragraph: Ἡ σύναξις τοῦ Ἀρχαγ. Γαβριήλ. xyxy=(82,221,259,234)
table-cell: 490 xyxy=(176,524,196,535)
article-dateline: ΠΕΙΡΑΪΚΑ xyxy=(920,1524,990,1535)
table-cell: » » » 4ο/ο xyxy=(84,485,134,496)
article-paragraph: Ἡ ἀστυνομία ἐξ ἀφορμῆς τούτου ἐζήτησε πληροφορίας περὶ αὐτοῦ. xyxy=(836,1699,1074,1727)
table-cell: Νομίσματα xyxy=(199,537,258,548)
table-cell: Εἰς Βουλγαρίαν, Ρουμανίαν καὶ Ρωσίαν (Α/δ) xyxy=(1088,668,1251,692)
table-cell: 45.25 xyxy=(291,446,320,457)
article-dateline: (Ἰδιαίτερ. τηλεγ. τοῦ «Ἐμπρός») xyxy=(341,228,569,239)
column-6 xyxy=(1336,132,1580,2226)
article-paragraph: Τὸ ὑπουργεῖον τῆς Παιδείας ἐνέκρινε τὴν σύστασιν τῆς ἐπιτροπῆς διὰ τὴν ἐξέτασιν τῶν ζητημάτων τῶν Ἀρχαιοτήτων. xyxy=(586,1850,824,1893)
article-paragraph: ΚΕΡΚΥΡΑ, 12 Ἰουλίου. — Τὴν Δευτέραν ἐπὶ τῆς ναυαρχίδος δίδεται ἀποχαιρετιστήριον γεῦμα, εἰς τὴν ὁποίαν θὰ προσκληθοῦν αἱ Ἀρχαὶ καὶ πλεῖσται οἰκογένειαι. xyxy=(336,244,574,317)
article-paragraph: Ὑπενθυμίζομεν τοῖς κ. κ. ἰατροῖς ὅτι πᾶσαι αἱ καθαρτικαὶ ἰδιότητες τοῦ ὕδατος «François Joseph» καλύπτουσι τὸ ὕδωρ τοῦτο ὑπεράνω πάντων τῶν ὁμοίων του. Κατὰ τὴν ἐπίσημον ἀνάλυσιν ἀπὸ τῆς Ἀκαδημίας τῆς Ἰατρικῆς τῶν Παρισίων, τὸ ὕδωρ «François Joseph» περιέχει ἐπὶ τοῖς ἑκατὸν μεγαλυτέραν ποσότητα θειικῶν ἁλάτων ἢ ὁποιοδήποτε ἄλλο καθαρτικὸν ὕδωρ. xyxy=(1336,1338,1580,1486)
article-paragraph: Πρὸ 13 ἡμερῶν ἐξηφανίσθη παῖς ἐτῶν 11, μετρίου ἀναστήματος, μὲ ὀφθαλμοὺς ξανθοὺς καὶ πρόσωπον στρογγύλον, ὄνομα Κωνσταντῖνος Νικολαΐδης. Πᾶς ὁ γνωρίζων τι περὶ τούτου παρακαλεῖται νὰ εἰδοποιήσῃ τοὺς γονεῖς του. Αἱ ἀγωνίαι αὐτῶν εἶναι μεγάλαι. xyxy=(1086,1224,1324,1327)
table-cell: Εἰς Εὐρώπην ἐν γένει καὶ Ἀμερικὴν (φιλόπ.) xyxy=(1088,590,1269,614)
column-3 xyxy=(586,132,824,2226)
table-row xyxy=(82,614,322,640)
article-paragraph: εἶναι πολὺ καλή. ἡ δὲ ὡράμανσις ἐξακολουθεῖ ὑπὸ ὅρους εὐνοϊκούς, τολμῶντι παρατηρεῖται, ὅτι ἐκ τῶν καινῶν πραγμάτων τὰ ὁποῖα δὲν ἐλαττώνει τὴν ποσότητα αὐτῆς. xyxy=(82,706,322,779)
table-cell: Ἠριολυπτ. xyxy=(199,472,254,483)
article-subheading: ΑΠΟΝΕΙΡΑ ΔΟΛΟΦΟΝΙΑΣ ΕΝ ΠΑΤΡΑΙΣ xyxy=(102,1755,302,1785)
article-paragraph: Ὁ Ὀδυσσεὺς Κωνσταντινίδης, πεπλανημένος, μελαγχολικός, μὲ ἐνδύματα ἀρχαῖα, περιεφέρετο χθὲς εἰς τὸν λιμένα τοῦ Πειραιῶς λέγων ὅτι εἶναι ὁ ἀληθινὸς Ὀδυσσεὺς καὶ ὅτι ἐπέστρεψεν ἐκ τῆς Τροίας. Οἱ λιμενοφύλακες τὸν παρέλαβον καὶ τὸν ὡδήγησαν εἰς τὸ τμῆμα, ὅπου ἐξηκριβώθη ὅτι πάσχει τὰς φρένας. xyxy=(836,1560,1074,1693)
table-cell: 6 μ. μ. xyxy=(1302,668,1322,692)
article-headline: ΝΑΥΤΙΚΑΙ ΕΙΔΗΣΕΙΣ xyxy=(336,627,574,657)
article-paragraph: ΔΙΟΝΥΣΙΑΚΟΝ (Πειραιῶς). Τὸ ἔργον δραματικὸν εἰδύλλιον ἡ «Ψυχοκόρη». xyxy=(1086,315,1324,343)
table-cell: Ἀθηνῶν xyxy=(84,667,124,678)
table-cell: 60.50 xyxy=(167,615,196,626)
article-subheading: Κρυπτόμενος εἰς τὸν ἀέρα — Πῶς ἐσώθη ἐκ τῆς συλλήψεως xyxy=(588,916,822,946)
article-paragraph: Ἀπεστράτευθη τῇ αἰτήσει του ὁ ὑπίατρος Ι. Περδικίδης. Ἀπεστρατεύθη ἕνεκα ὁρίου ἡλικίας φροντιστὴς Α'. τάξεως. Μετετέθη ἐκ τοῦ 2ου τάγματος τοῦ εὐζώνων εἰς τὸ 4ο πεζικὸν σύνταγμα ὁ ἀνθυπολοχαγὸς Κ. Κωνσταντινίδης. Ἀπεσπάσθη ὁ ἀνθυπίατρος Δημ. Λάμπρου εἰς τὸ στρατ. νοσοκομεῖον Λαρίσης. xyxy=(336,1058,574,1176)
article-paragraph: ΠΥΡΓΟΣ, 12 Ἰουλίου. — Ἐντὸς τῆς πόλεως ἀπόψε συνεπλάκησαν δι' ἀσήμαντον ἀφορμὴν ὁ Ἰωάννης Τσολακάκης καὶ ὁ Ἰωάννης Διαμαντόπουλος. Ὁ πρῶτος ἐπληγώθη θανασίμως. xyxy=(82,1309,322,1397)
article-paragraph: Ἐπιστρέψας ἐκ Βελιγραδίου εἰς Πειραιᾶ ὁ κ. Ἄδωνις Ρωσικὸς ἐπεσκέφθη τοὺς συγγενεῖς του. xyxy=(1086,993,1324,1036)
article-headline: ΟΛΙΓΟΣΤΙΧΟΙ ΕΙΔΗΣΕΙΣ xyxy=(586,1794,824,1844)
article-headline: ΚΑΠΕΛΛΑ xyxy=(1086,1381,1324,1419)
article-paragraph: Ἡ συγκέντρωσις θὰ γείνῃ ἐν τῇ πλατείᾳ ὑπὸ τὸ κατάστημα τῆς Μουσικῆς Ἑταιρίας ὥρα 5 50' π. μ. Ἀναχώρησις εἰς ὥραν 6 π. μ. ἀκριβῶς. Ἄφιξις εἰς Βουλιαγμένην ὥρα 9 1/2 π. μ. Ὑπόκειται ἡ κολύμβησις εἰς τὸ λουτρόν. Πρόγευμα ὥρα 11 π. μ. ἐν τῷ δάσει ἐκ τῆς ἐπιταροῦ ἀναχώρησις. xyxy=(836,241,1074,359)
article-paragraph: Εἶχε γνωσθῇ εἰς τοὺς ἀναγνώστας τοῦ «Ἐμπρὸς» ἐκ τῆς ἐκτενοῦς ἀνταποκρίσεως ὅτι μετὰ τὴν ἀποχώρησιν τοῦ δημάρχου Πέτσα, ἀντικατέστησε τοῦτον ὁ κ. Καλλέντης. Ἡ ἐκλογὴ αὐτοῦ ἐχαιρετίσθη μετ' ἐνθουσιασμοῦ ὑπὸ τῶν κατοίκων τῆς κωμοπόλεως, ἀναμενόντων ἐξ αὐτοῦ πολλὰ ἔργα κοινῆς ὠφελείας. xyxy=(836,545,1074,663)
article-headline: ΑΙΜΑΤΗΡΑ ΣΥΖΗΤΗΣΙΣ xyxy=(82,1188,322,1218)
article-subheading: ΔΕΧΕΤΑΙ: 8-11 π. μ. 3-6 μ. μ. xyxy=(1108,1828,1302,1842)
article-paragraph: Ἀλλ' ἤδη μέλος ἰδιαιτέρως ἐξελέγετο ἀπὸ τὸ κόμμα τοῦ δημάρχου. Ὁ ἀγὼν ὑπῆρξε σφοδρὸς καὶ ἐπὶ πολλὰς ἡμέρας ἡ κωμόπολις διετέλει ἐν ἀναστατώσει, διότι οἱ ὀπαδοὶ τῶν δύο κομμάτων ἦσαν ἐξηρεθισμένοι καὶ ἀπειλαὶ ἀντηλλάσσοντο ἑκατέρωθεν. xyxy=(836,793,1074,896)
table-cell: » Πρ. » 4ο/ο xyxy=(84,472,146,483)
article-subheading: Ἡ ὁρκωμοσία τῶν νέων σημαιοφόρων xyxy=(372,663,538,693)
article-headline: ΒΕΛΟΓΙΚΑ ΚΥΝΟΥΡΙΑΣ xyxy=(836,492,1074,522)
table-cell: Εἰς Δαρδανέλλια, Κωνσταντινούπολιν, Θράκην xyxy=(1088,642,1237,666)
article-headline: ΑΙ ΠΕΡΙΠΕΤΕΙΑΙ ΕΝΟΣ ΔΙΑΣΗΜΟΥ ΛΩΠΟΔΥΤΟΥ xyxy=(586,508,824,658)
article-subheading: Ὁ τρόπος τῆς ὑπηρεσίας των xyxy=(354,1237,556,1251)
table-cell: 24.55 xyxy=(291,563,320,574)
table-cell: Ἀτμ. Ἀναμ. xyxy=(199,446,255,457)
table-row xyxy=(82,354,322,380)
article-dateline: (Ὁδὸς Κανιγγος 11β) xyxy=(1385,484,1531,495)
article-paragraph: Ἐνοικιάζονται ἐν Πατησίοις χαλκαὶ μονοκατοικίαι ἐκ 5 δωματίων ἑκάστη καὶ ἐν μεγάλῳ κήπῳ. Πληροφορίαι παρὰ τῷ κ. Δ. Γαλανῷ. xyxy=(1086,1125,1324,1183)
article-dateline: ΣΑΒΒΑΤΟΝ, 13 Ἰουλίου xyxy=(1124,496,1286,507)
table-cell: Μεταλ. Λαυρ. xyxy=(199,381,270,392)
article-headline: ΕΡΙΔΕΣ xyxy=(82,1676,322,1714)
table-row xyxy=(1086,511,1324,537)
article-paragraph: Ἀνεχώρησαν χθὲς διὰ τὴν Εὐρώπην οἱ κ. Ν. Δημητρίου καὶ Σ. Μεγαλοπούλου, ἔνθα θὰ παραμείνωσι ὑπὲρ τὸν μῆνα. xyxy=(1086,895,1324,938)
table-cell: 158 1/4 xyxy=(300,641,320,665)
article-paragraph: Ἤδη πᾶσα ἡ προκαταρκτικὴ ἐργασία συνεπληρώθη, τὴν δὲ προσεχῆ Κυριακὴν μετὰ τὴν ἐπάνοδον τοῦ Βασιλέως θὰ κατατεθῇ ἐπισήμως ὁ θεμέλιος λίθος τοῦ ἀκουαρίου. xyxy=(82,1110,322,1183)
table-row xyxy=(82,419,322,445)
article-headline: Η ΔΗΜΟΣΙΑ ΑΣΦΑΛΕΙΑ ΕΙΣ ΤΗΝ ΗΛΕΙΑΝ xyxy=(586,1409,824,1503)
